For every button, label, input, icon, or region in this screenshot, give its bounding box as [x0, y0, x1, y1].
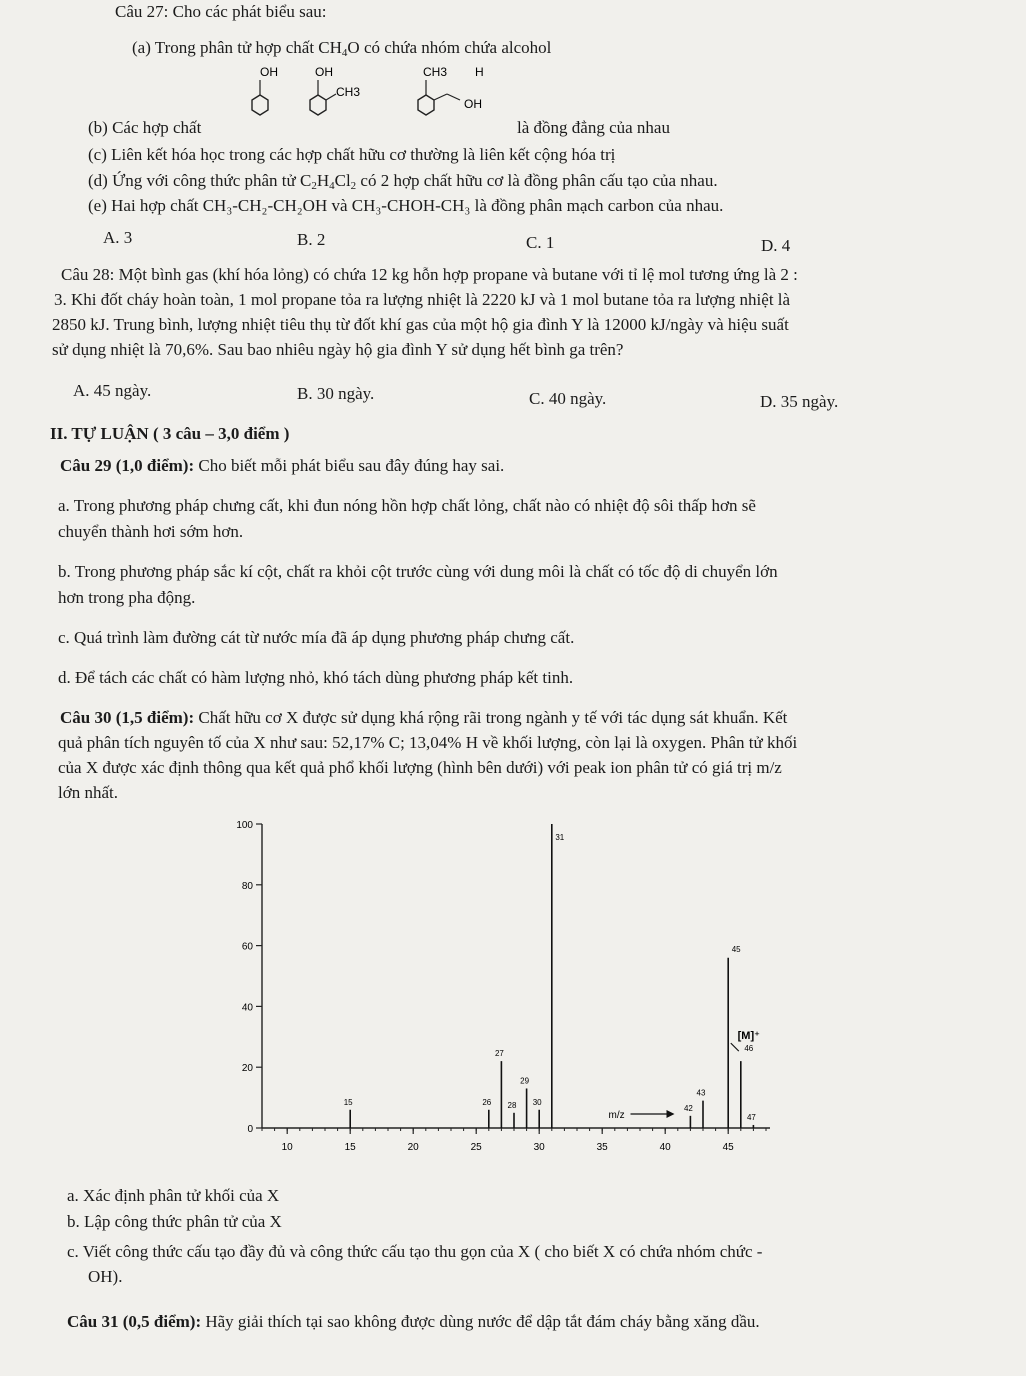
q27-option-a: A. 3	[103, 228, 133, 247]
q28-line-3: 2850 kJ. Trung bình, lượng nhiệt tiêu thụ từ đốt khí gas của một hộ gia đình Y là 12000 kJ/ngày và hiệu suất	[52, 315, 789, 334]
peak-label-46: 46	[744, 1044, 754, 1054]
q27-option-b: B. 2	[297, 230, 326, 249]
q28-line-1: Câu 28: Một bình gas (khí hóa lỏng) có chứa 12 kg hỗn hợp propane và butane với tỉ lệ mol tương ứng là 2 :	[61, 265, 798, 284]
cyclohexanol-ring	[310, 95, 326, 115]
y-tick-label: 40	[241, 1002, 253, 1014]
peak-label-26: 26	[482, 1097, 492, 1107]
q27-statement-c: (c) Liên kết hóa học trong các hợp chất hữu cơ thường là liên kết cộng hóa trị	[88, 145, 616, 164]
peak-label-43: 43	[696, 1088, 706, 1098]
x-tick-label: 10	[281, 1142, 293, 1153]
mz-arrow-label: m/z	[608, 1110, 625, 1121]
q30-line-1: Câu 30 (1,5 điểm): Chất hữu cơ X được sử dụng khá rộng rãi trong ngành y tế với tác dụng sát khuẩn. Kết	[60, 708, 788, 727]
q30-question-a: a. Xác định phân tử khối của X	[67, 1186, 280, 1205]
x-tick-label: 20	[407, 1142, 419, 1153]
q28-line-4: sử dụng nhiệt là 70,6%. Sau bao nhiêu ngày hộ gia đình Y sử dụng hết bình ga trên?	[52, 340, 624, 359]
q28-option-a: A. 45 ngày.	[73, 381, 152, 400]
struct-h-label: H	[475, 65, 484, 79]
q27-statement-a: (a) Trong phân tử hợp chất $CH_4O$ có chứa nhóm chứa alcohol	[132, 38, 552, 59]
q27-title: Câu 27: Cho các phát biểu sau:	[115, 2, 327, 21]
q28-option-d: D. 35 ngày.	[760, 392, 839, 411]
struct-ch3-label-3: CH3	[423, 65, 448, 79]
q29-statement-a-2: chuyển thành hơi sớm hơn.	[58, 522, 244, 541]
section-heading: II. TỰ LUẬN ( 3 câu – 3,0 điểm )	[50, 424, 290, 443]
x-tick-label: 45	[722, 1142, 734, 1153]
q29-statement-a-1: a. Trong phương pháp chưng cất, khi đun nóng hồn hợp chất lỏng, chất nào có nhiệt độ sôi thấp hơn sẽ	[58, 496, 756, 515]
q28-option-b: B. 30 ngày.	[297, 384, 375, 403]
peak-label-31: 31	[555, 833, 565, 842]
peak-label-47: 47	[746, 1112, 756, 1122]
y-tick-label: 0	[247, 1124, 253, 1135]
q31-text: Câu 31 (0,5 điểm): Hãy giải thích tại sao không được dùng nước để dập tắt đám cháy bằng xăng dầu.	[67, 1312, 760, 1331]
q30-question-c-1: c. Viết công thức cấu tạo đầy đủ và công thức cấu tạo thu gọn của X ( cho biết X có chứa nhóm chức -	[67, 1242, 763, 1261]
y-tick-label: 60	[241, 941, 253, 953]
q30-line-3: của X được xác định thông qua kết quả phổ khối lượng (hình bên dưới) với peak ion phân tử có giá trị m/z	[58, 758, 782, 777]
q27-option-d: D. 4	[761, 236, 791, 255]
peak-label-42: 42	[683, 1103, 693, 1113]
q29-statement-b-2: hơn trong pha động.	[58, 588, 196, 607]
q27-statement-b-post: là đồng đẳng của nhau	[517, 118, 670, 137]
peak-label-15: 15	[343, 1097, 353, 1107]
q30-question-b: b. Lập công thức phân tử của X	[67, 1212, 282, 1231]
q29-title: Câu 29 (1,0 điểm): Cho biết mỗi phát biểu sau đây đúng hay sai.	[60, 456, 505, 475]
q30-line-2: quả phân tích nguyên tố của X như sau: 52,17% C; 13,04% H về khối lượng, còn lại là oxygen. Phân tử khối	[58, 733, 798, 752]
q30-question-c-2: OH).	[88, 1267, 123, 1286]
struct-ch3-label-2: CH3	[336, 85, 361, 99]
q27-statement-b-pre: (b) Các hợp chất	[88, 118, 202, 137]
struct-oh-label-2: OH	[315, 65, 333, 79]
q27-statement-e: (e) Hai hợp chất CH₃-CH₂-CH₂OH và CH₃-CHOH-CH₃ là đồng phân mạch carbon của nhau.	[88, 196, 724, 215]
structures-figure	[232, 62, 522, 122]
benzene-ring-3	[418, 95, 434, 115]
q29-statement-d: d. Để tách các chất có hàm lượng nhỏ, khó tách dùng phương pháp kết tinh.	[58, 668, 574, 687]
q27-statement-d: (d) Ứng với công thức phân tử $C_2H_4Cl_2$ có 2 hợp chất hữu cơ là đồng phân cấu tạo của nhau.	[88, 171, 718, 192]
q27-option-c: C. 1	[526, 233, 555, 252]
q30-line-4: lớn nhất.	[58, 783, 118, 802]
x-tick-label: 30	[533, 1142, 545, 1153]
y-tick-label: 20	[241, 1063, 253, 1075]
peak-label-30: 30	[532, 1097, 542, 1107]
x-tick-label: 40	[659, 1142, 671, 1153]
q29-statement-b-1: b. Trong phương pháp sắc kí cột, chất ra khỏi cột trước cùng với dung môi là chất có tốc độ di chuyển lớn	[58, 562, 778, 581]
molecular-ion-pointer	[731, 1043, 739, 1051]
q28-line-2: 3. Khi đốt cháy hoàn toàn, 1 mol propane tỏa ra lượng nhiệt là 2220 kJ và 1 mol butane tỏa ra lượng nhiệt là	[54, 290, 791, 309]
peak-label-28: 28	[507, 1100, 517, 1110]
y-tick-label: 80	[241, 880, 253, 892]
q28-option-c: C. 40 ngày.	[529, 389, 607, 408]
struct-oh-label-3: OH	[464, 97, 482, 111]
mass-spectrum-chart	[220, 810, 780, 1180]
molecular-ion-label: [M]⁺	[737, 1030, 760, 1043]
struct-oh-label-1: OH	[260, 65, 278, 79]
peak-label-29: 29	[520, 1076, 530, 1086]
y-tick-label: 100	[236, 820, 253, 831]
x-tick-label: 15	[344, 1142, 356, 1153]
x-tick-label: 35	[596, 1142, 608, 1153]
q29-statement-c: c. Quá trình làm đường cát từ nước mía đã áp dụng phương pháp chưng cất.	[58, 628, 575, 647]
peak-label-27: 27	[494, 1049, 504, 1059]
mz-arrow-head	[667, 1110, 675, 1118]
benzene-ring-1	[252, 95, 268, 115]
x-tick-label: 25	[470, 1142, 482, 1153]
peak-label-45: 45	[731, 944, 741, 954]
